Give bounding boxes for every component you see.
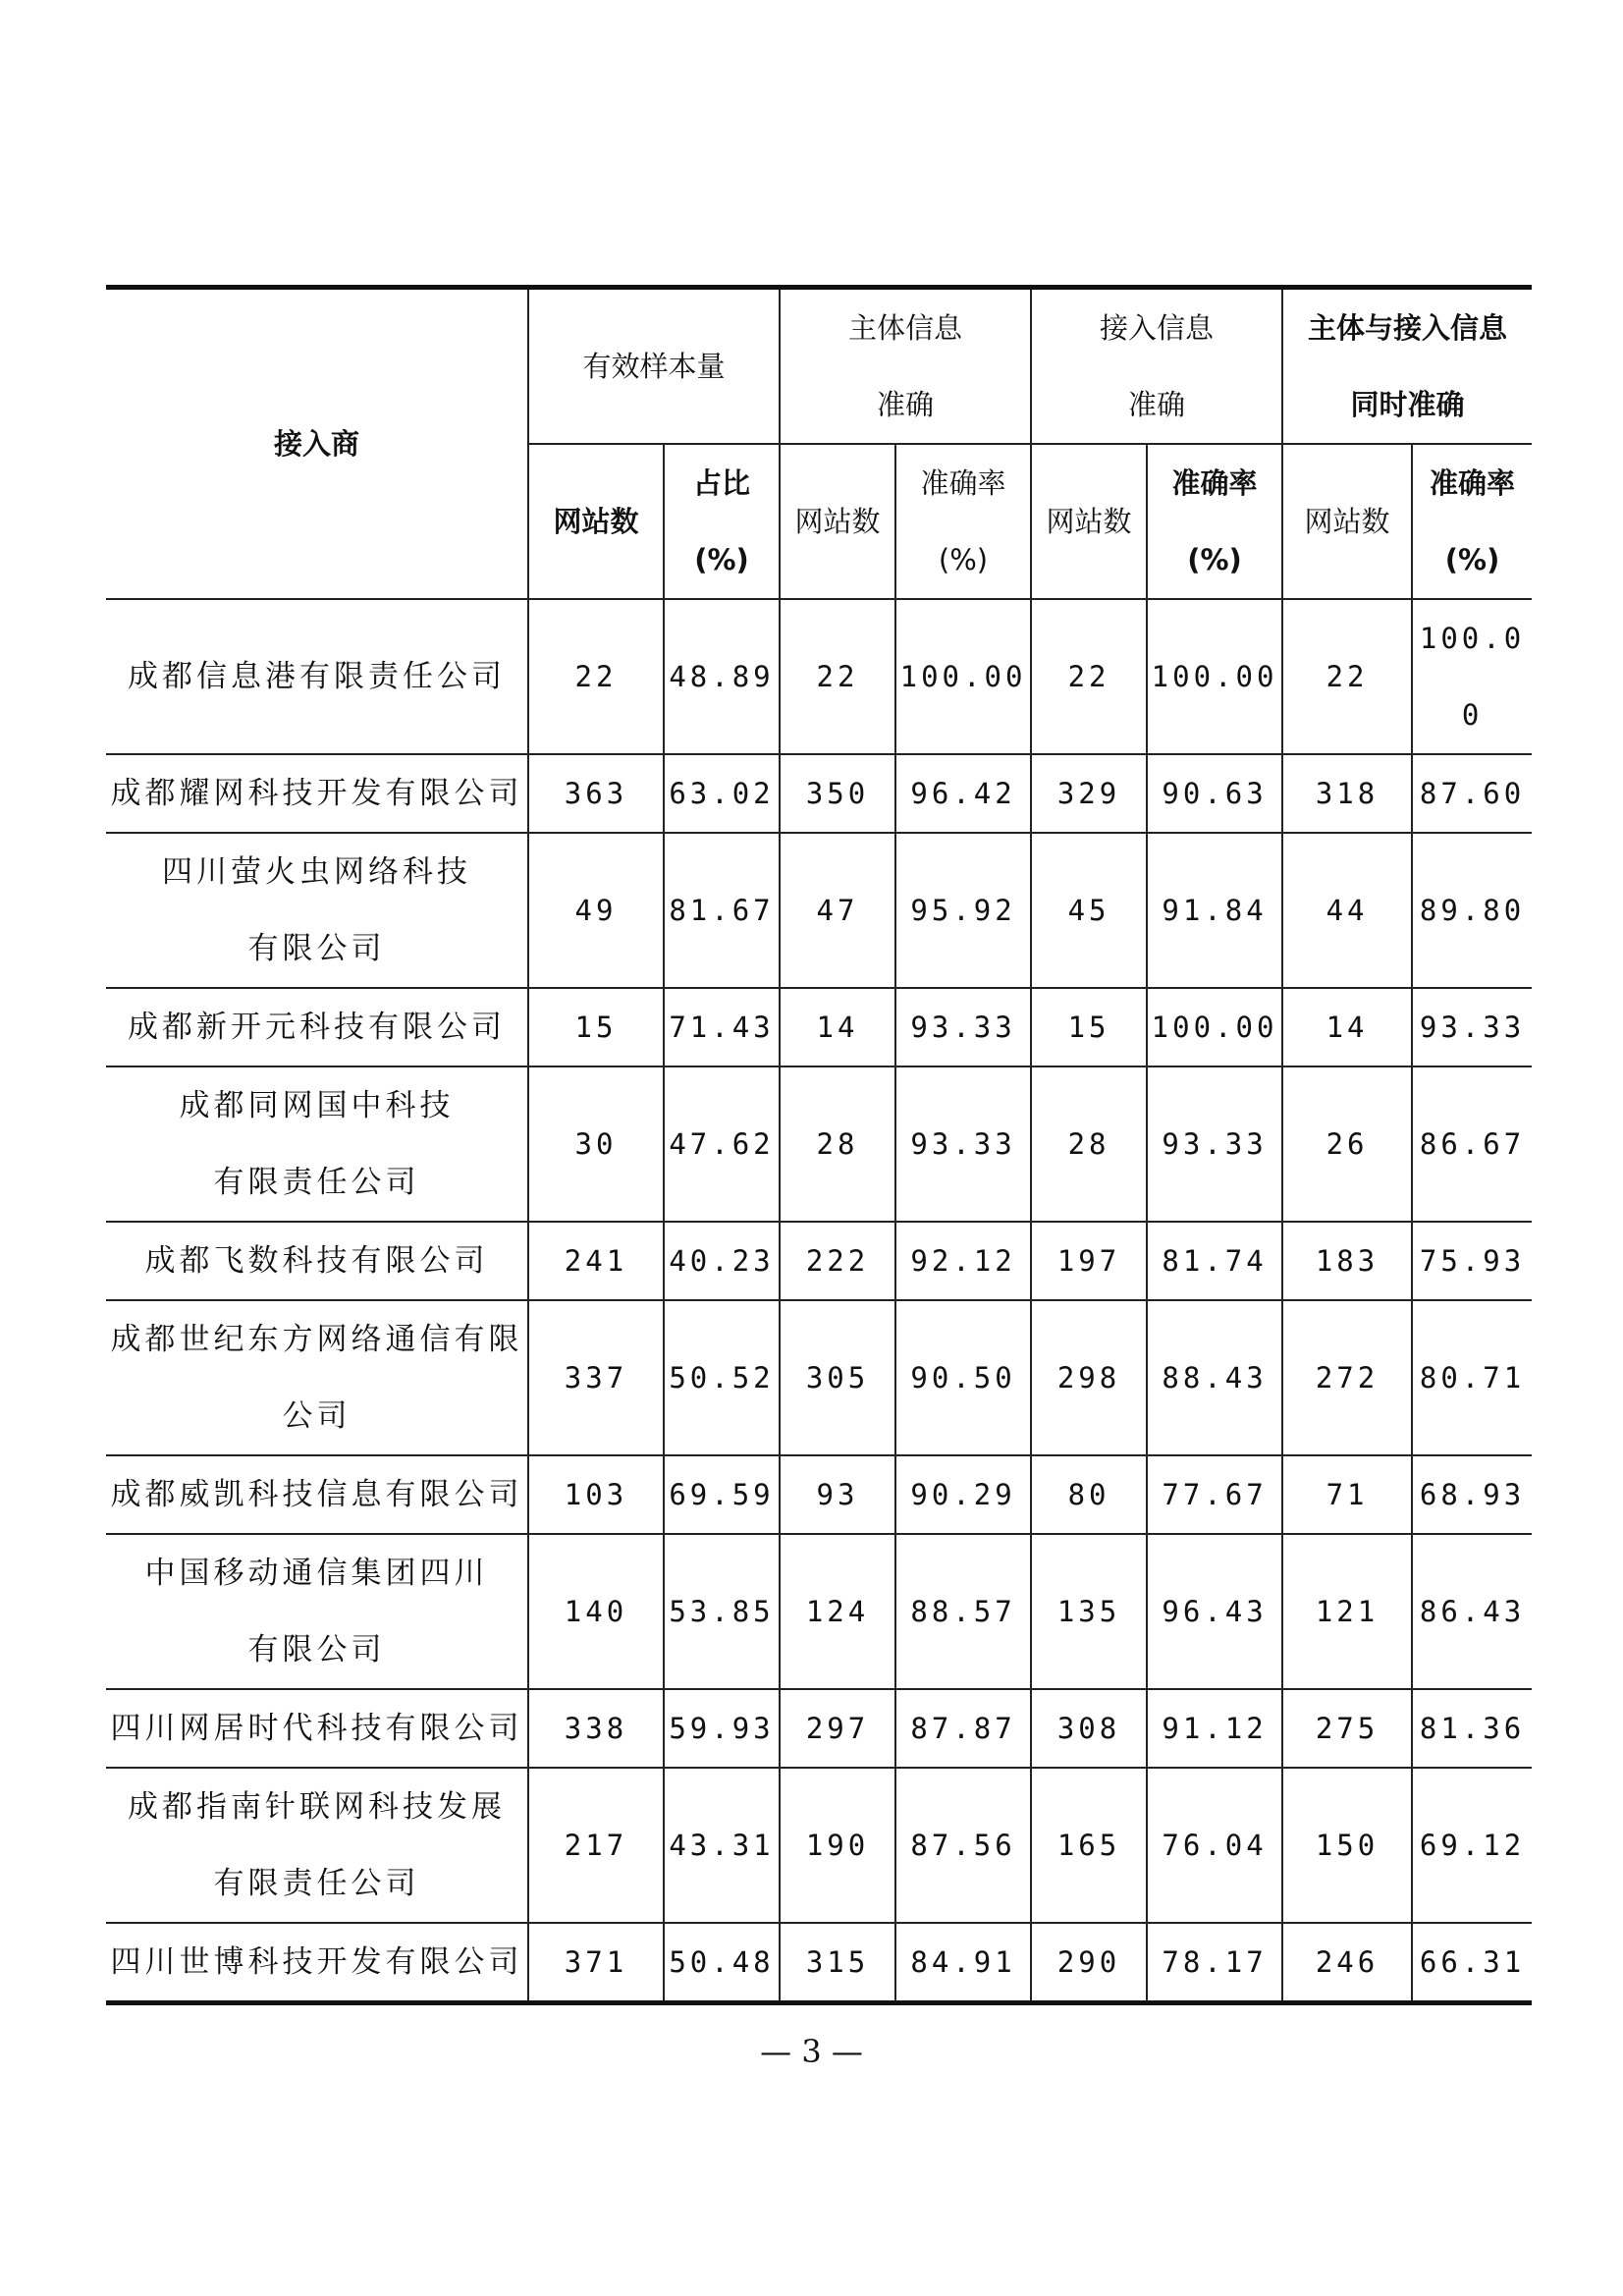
header-rate (895, 444, 1031, 599)
header-both-line2: 同时准确 (1350, 388, 1465, 421)
value-cell-p1: 87.56 (895, 1768, 1031, 1923)
provider-name-cell (106, 754, 528, 833)
table-row (106, 1534, 1532, 1689)
value-cell-s2: 165 (1031, 1768, 1147, 1923)
provider-name-line: 四川世博科技开发有限公司 (110, 1944, 523, 1980)
value-cell-p1: 95.92 (895, 833, 1031, 988)
provider-name-cell (106, 1689, 528, 1768)
value-cell-p2: 96.43 (1147, 1534, 1282, 1689)
provider-accuracy-table (106, 285, 1532, 2005)
value-cell-s3: 121 (1282, 1534, 1412, 1689)
table-row (106, 599, 1532, 754)
value-cell-p1: 87.87 (895, 1689, 1031, 1768)
value-cell-s3: 71 (1282, 1455, 1412, 1534)
value-cell-p1: 93.33 (895, 1066, 1031, 1222)
value-cell-p3 (1412, 754, 1532, 833)
value-cell-s1: 28 (780, 1066, 895, 1222)
header-sites: 网站数 (1031, 444, 1147, 599)
value-cell-p2: 100.00 (1147, 988, 1282, 1066)
provider-name-line: 成都威凯科技信息有限公司 (110, 1477, 523, 1512)
value-cell-n: 22 (528, 599, 664, 754)
value-cell-p1: 96.42 (895, 754, 1031, 833)
provider-name-line: 成都同网国中科技 (179, 1088, 455, 1123)
value-cell-s2: 135 (1031, 1534, 1147, 1689)
value-cell-p3 (1412, 1066, 1532, 1222)
value-cell-s3: 183 (1282, 1222, 1412, 1300)
data-table-wrapper (106, 285, 1532, 2005)
value-line: 89.80 (1419, 894, 1526, 927)
value-cell-p2: 100.00 (1147, 599, 1282, 754)
value-cell-s1: 305 (780, 1300, 895, 1455)
value-line: 93.33 (1419, 1011, 1526, 1044)
value-cell-s2: 22 (1031, 599, 1147, 754)
value-line: 80.71 (1419, 1361, 1526, 1394)
table-row (106, 988, 1532, 1066)
value-cell-r: 47.62 (664, 1066, 780, 1222)
table-row (106, 1066, 1532, 1222)
header-subject-line2: 准确 (877, 388, 935, 421)
provider-name-line: 成都指南针联网科技发展 (128, 1789, 506, 1825)
value-cell-s3: 150 (1282, 1768, 1412, 1923)
provider-name-line: 四川网居时代科技有限公司 (110, 1711, 523, 1746)
provider-name-line: 成都新开元科技有限公司 (128, 1010, 506, 1045)
value-cell-n: 241 (528, 1222, 664, 1300)
value-cell-p2: 76.04 (1147, 1768, 1282, 1923)
value-line: 69.12 (1419, 1829, 1526, 1862)
provider-name-cell (106, 1923, 528, 2003)
value-cell-p1: 84.91 (895, 1923, 1031, 2003)
table-row (106, 1768, 1532, 1923)
provider-name-line: 有限责任公司 (213, 1165, 420, 1200)
value-line: 81.36 (1419, 1712, 1526, 1745)
table-header (106, 288, 1532, 600)
value-cell-p1: 100.00 (895, 599, 1031, 754)
header-rate-line1: 准确率 (920, 466, 1006, 500)
value-line: 68.93 (1419, 1478, 1526, 1511)
value-cell-s1: 222 (780, 1222, 895, 1300)
value-cell-s2: 329 (1031, 754, 1147, 833)
value-cell-r: 71.43 (664, 988, 780, 1066)
header-rate (1147, 444, 1282, 599)
provider-name-line: 成都世纪东方网络通信有限 (110, 1322, 523, 1357)
header-rate-line2: (%) (938, 543, 989, 576)
value-cell-p3 (1412, 1923, 1532, 2003)
provider-name-line: 中国移动通信集团四川 (144, 1556, 489, 1591)
provider-name-cell (106, 1455, 528, 1534)
value-cell-p2: 81.74 (1147, 1222, 1282, 1300)
value-cell-s1: 124 (780, 1534, 895, 1689)
value-cell-p2: 91.12 (1147, 1689, 1282, 1768)
value-cell-n: 30 (528, 1066, 664, 1222)
value-cell-s1: 47 (780, 833, 895, 988)
provider-name-cell (106, 1300, 528, 1455)
value-cell-p1: 92.12 (895, 1222, 1031, 1300)
value-cell-s3: 44 (1282, 833, 1412, 988)
provider-name-line: 成都飞数科技有限公司 (144, 1243, 489, 1279)
table-row (106, 1300, 1532, 1455)
value-cell-p1: 90.50 (895, 1300, 1031, 1455)
value-cell-s2: 80 (1031, 1455, 1147, 1534)
value-cell-s2: 45 (1031, 833, 1147, 988)
value-cell-p3 (1412, 833, 1532, 988)
value-cell-n: 371 (528, 1923, 664, 2003)
value-cell-p2: 88.43 (1147, 1300, 1282, 1455)
value-cell-s2: 197 (1031, 1222, 1147, 1300)
header-both-line1: 主体与接入信息 (1308, 311, 1508, 345)
value-cell-p2: 78.17 (1147, 1923, 1282, 2003)
value-cell-p2: 91.84 (1147, 833, 1282, 988)
header-access-line1: 接入信息 (1100, 311, 1215, 345)
value-cell-n: 337 (528, 1300, 664, 1455)
value-cell-s1: 22 (780, 599, 895, 754)
header-subject-accurate (780, 288, 1031, 445)
value-cell-n: 49 (528, 833, 664, 988)
value-cell-s3: 22 (1282, 599, 1412, 754)
table-row (106, 1455, 1532, 1534)
provider-name-cell (106, 988, 528, 1066)
value-cell-p3 (1412, 599, 1532, 754)
page-number: — 3 — (760, 2033, 863, 2070)
value-cell-s3: 26 (1282, 1066, 1412, 1222)
value-cell-p3 (1412, 1534, 1532, 1689)
value-cell-r: 53.85 (664, 1534, 780, 1689)
value-cell-s2: 15 (1031, 988, 1147, 1066)
header-rate-line2: (%) (1187, 543, 1242, 576)
value-cell-s2: 28 (1031, 1066, 1147, 1222)
header-both-accurate (1282, 288, 1532, 445)
value-cell-n: 363 (528, 754, 664, 833)
header-access-accurate (1031, 288, 1282, 445)
header-ratio (664, 444, 780, 599)
header-valid-sample: 有效样本量 (528, 288, 780, 445)
provider-name-line: 成都信息港有限责任公司 (128, 659, 506, 694)
value-cell-r: 81.67 (664, 833, 780, 988)
value-cell-r: 50.52 (664, 1300, 780, 1455)
value-cell-s3: 318 (1282, 754, 1412, 833)
provider-name-cell (106, 1768, 528, 1923)
table-row (106, 1923, 1532, 2003)
value-cell-p3 (1412, 1300, 1532, 1455)
provider-name-line: 四川萤火虫网络科技 (162, 854, 471, 890)
header-sites: 网站数 (1282, 444, 1412, 599)
header-rate-line2: (%) (1444, 543, 1500, 576)
value-cell-r: 63.02 (664, 754, 780, 833)
value-cell-p1: 93.33 (895, 988, 1031, 1066)
value-line: 66.31 (1419, 1945, 1526, 1979)
value-cell-r: 69.59 (664, 1455, 780, 1534)
value-line: 0 (1461, 698, 1484, 732)
value-cell-r: 43.31 (664, 1768, 780, 1923)
header-subject-line1: 主体信息 (848, 311, 963, 345)
value-cell-s2: 308 (1031, 1689, 1147, 1768)
value-cell-p3 (1412, 1689, 1532, 1768)
provider-name-cell (106, 1066, 528, 1222)
value-line: 100.0 (1419, 622, 1526, 655)
value-cell-s1: 190 (780, 1768, 895, 1923)
table-row (106, 833, 1532, 988)
header-access-line2: 准确 (1128, 388, 1186, 421)
value-line: 86.67 (1419, 1127, 1526, 1161)
header-rate (1412, 444, 1532, 599)
provider-name-line: 有限公司 (247, 1632, 386, 1667)
header-ratio-line2: (%) (694, 543, 749, 576)
value-cell-p3 (1412, 1222, 1532, 1300)
value-cell-s3: 14 (1282, 988, 1412, 1066)
header-ratio-line1: 占比 (693, 466, 751, 500)
value-cell-n: 140 (528, 1534, 664, 1689)
value-cell-p1: 88.57 (895, 1534, 1031, 1689)
value-cell-s2: 298 (1031, 1300, 1147, 1455)
value-cell-r: 40.23 (664, 1222, 780, 1300)
value-line: 86.43 (1419, 1595, 1526, 1628)
value-cell-n: 15 (528, 988, 664, 1066)
value-cell-s2: 290 (1031, 1923, 1147, 2003)
value-cell-s1: 350 (780, 754, 895, 833)
value-cell-p1: 90.29 (895, 1455, 1031, 1534)
value-cell-p3 (1412, 1768, 1532, 1923)
value-cell-r: 59.93 (664, 1689, 780, 1768)
header-rate-line1: 准确率 (1171, 466, 1258, 500)
value-line: 87.60 (1419, 777, 1526, 810)
header-sites: 网站数 (528, 444, 664, 599)
provider-name-line: 有限公司 (247, 931, 386, 966)
provider-name-line: 有限责任公司 (213, 1866, 420, 1901)
value-cell-r: 48.89 (664, 599, 780, 754)
value-cell-p3 (1412, 1455, 1532, 1534)
value-cell-r: 50.48 (664, 1923, 780, 2003)
header-sites: 网站数 (780, 444, 895, 599)
table-row (106, 1222, 1532, 1300)
provider-name-cell (106, 1534, 528, 1689)
value-cell-n: 217 (528, 1768, 664, 1923)
value-cell-s3: 275 (1282, 1689, 1412, 1768)
table-row (106, 754, 1532, 833)
value-line: 75.93 (1419, 1244, 1526, 1278)
table-body (106, 599, 1532, 2003)
provider-name-cell (106, 599, 528, 754)
value-cell-p2: 77.67 (1147, 1455, 1282, 1534)
value-cell-n: 103 (528, 1455, 664, 1534)
provider-name-cell (106, 833, 528, 988)
value-cell-s3: 272 (1282, 1300, 1412, 1455)
value-cell-s1: 315 (780, 1923, 895, 2003)
header-rate-line1: 准确率 (1430, 466, 1516, 500)
header-provider: 接入商 (106, 288, 528, 600)
value-cell-p2: 90.63 (1147, 754, 1282, 833)
provider-name-line: 成都耀网科技开发有限公司 (110, 776, 523, 811)
value-cell-s1: 14 (780, 988, 895, 1066)
value-cell-p3 (1412, 988, 1532, 1066)
value-cell-s1: 93 (780, 1455, 895, 1534)
provider-name-cell (106, 1222, 528, 1300)
value-cell-s1: 297 (780, 1689, 895, 1768)
value-cell-s3: 246 (1282, 1923, 1412, 2003)
table-row (106, 1689, 1532, 1768)
value-cell-n: 338 (528, 1689, 664, 1768)
value-cell-p2: 93.33 (1147, 1066, 1282, 1222)
provider-name-line: 公司 (282, 1398, 352, 1434)
